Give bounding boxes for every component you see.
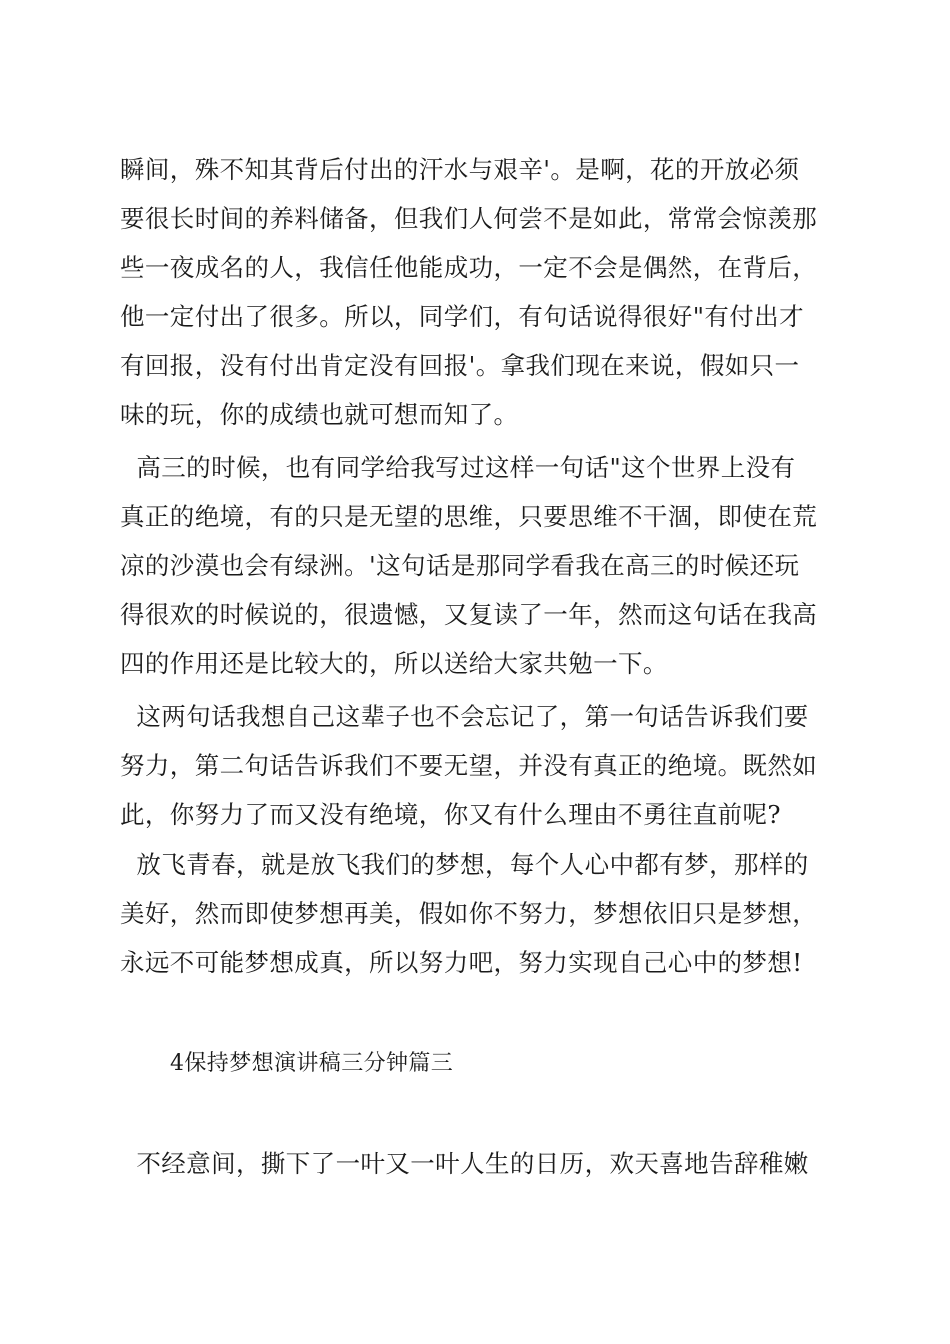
body-line: 四的作用还是比较大的，所以送给大家共勉一下。: [120, 649, 668, 678]
body-line: 瞬间，殊不知其背后付出的汗水与艰辛'。是啊，花的开放必须: [120, 155, 800, 184]
paragraph-start-line: 高三的时候，也有同学给我写过这样一句话"这个世界上没有: [120, 453, 796, 482]
paragraph-start-line: 放飞青春，就是放飞我们的梦想，每个人心中都有梦，那样的: [120, 850, 809, 879]
body-line: 味的玩，你的成绩也就可想而知了。: [120, 400, 519, 429]
body-line: 些一夜成名的人，我信任他能成功，一定不会是偶然，在背后，: [120, 253, 818, 282]
body-line: 美好，然而即使梦想再美，假如你不努力，梦想依旧只是梦想，: [120, 899, 818, 928]
body-line: 努力，第二句话告诉我们不要无望，并没有真正的绝境。既然如: [120, 751, 818, 780]
body-line: 真正的绝境，有的只是无望的思维，只要思维不干涸，即使在荒: [120, 502, 818, 531]
body-line: 得很欢的时候说的，很遗憾，又复读了一年，然而这句话在我高: [120, 600, 818, 629]
body-line: 永远不可能梦想成真，所以努力吧，努力实现自己心中的梦想!: [120, 948, 803, 977]
section-heading: 4保持梦想演讲稿三分钟篇三: [170, 1051, 454, 1076]
body-line: 要很长时间的养料储备，但我们人何尝不是如此，常常会惊羡那: [120, 204, 818, 233]
paragraph-start-line: 不经意间，撕下了一叶又一叶人生的日历，欢天喜地告辞稚嫩: [120, 1149, 809, 1178]
paragraph-start-line: 这两句话我想自己这辈子也不会忘记了，第一句话告诉我们要: [120, 702, 809, 731]
body-line: 他一定付出了很多。所以，同学们，有句话说得很好"有付出才: [120, 302, 804, 331]
body-line: 此，你努力了而又没有绝境，你又有什么理由不勇往直前呢?: [120, 800, 781, 829]
body-line: 凉的沙漠也会有绿洲。'这句话是那同学看我在高三的时候还玩: [120, 551, 800, 580]
body-line: 有回报，没有付出肯定没有回报'。拿我们现在来说，假如只一: [120, 351, 800, 380]
